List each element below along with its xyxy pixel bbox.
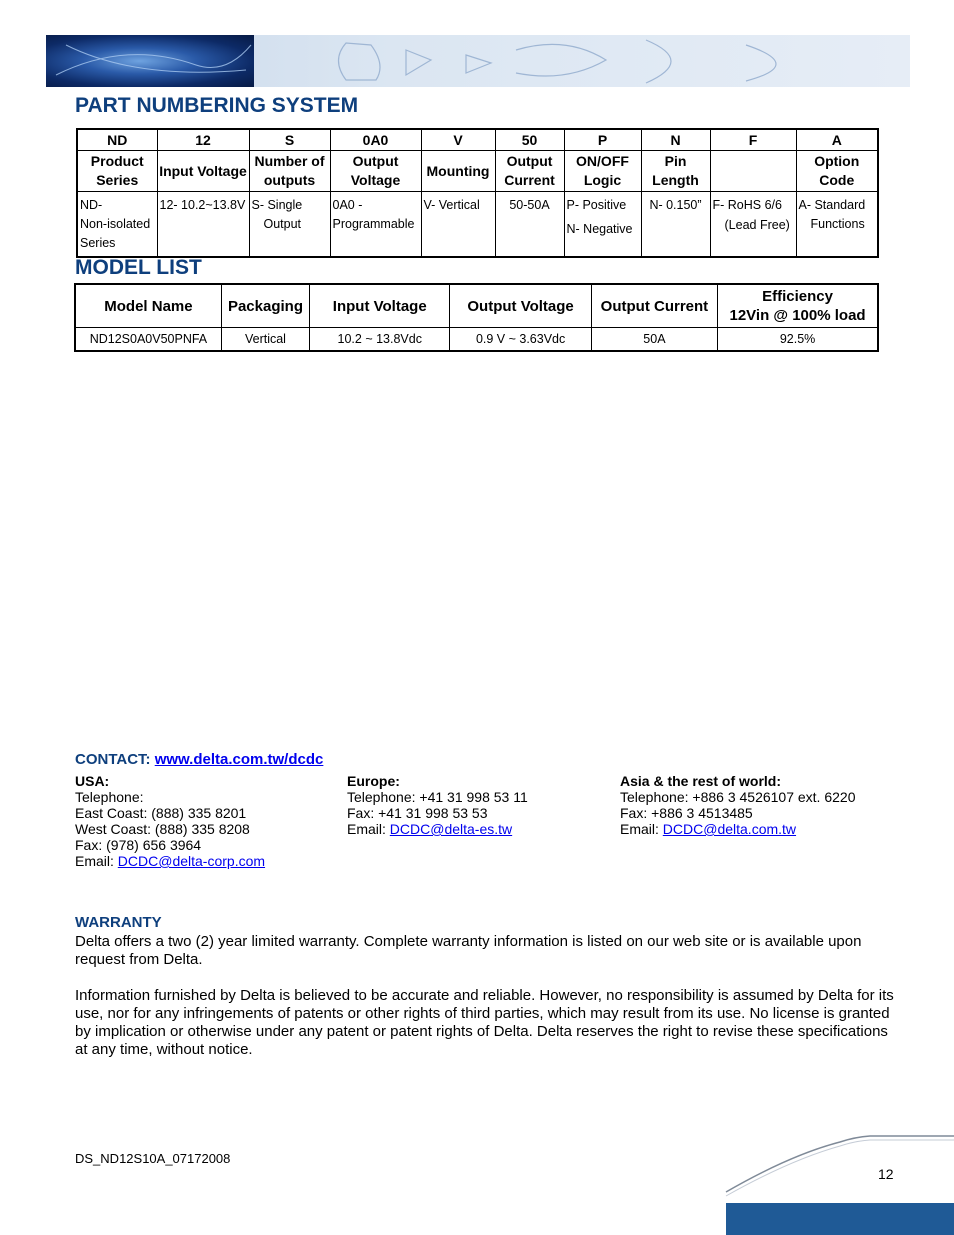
detail-cell: ND- Non-isolated Series bbox=[77, 192, 157, 258]
header-cell: Output Current bbox=[495, 151, 564, 192]
header-cell: Number of outputs bbox=[249, 151, 330, 192]
output-voltage-cell: 0.9 V ~ 3.63Vdc bbox=[450, 328, 591, 352]
contact-line: Fax: (978) 656 3964 bbox=[75, 837, 202, 853]
detail-cell: V- Vertical bbox=[421, 192, 495, 258]
table-row bbox=[75, 328, 878, 352]
contact-line: Telephone: +41 31 998 53 11 bbox=[347, 789, 528, 805]
contact-line: Fax: +41 31 998 53 53 bbox=[347, 805, 488, 821]
warranty-paragraph: Delta offers a two (2) year limited warranty. Complete warranty information is listed on our web site or is available upon request from Delta. bbox=[75, 933, 862, 968]
efficiency-cell: 92.5% bbox=[718, 328, 878, 352]
header-cell: ON/OFF Logic bbox=[564, 151, 641, 192]
banner-decoration bbox=[46, 35, 910, 87]
output-current-cell: 50A bbox=[591, 328, 717, 352]
code-cell: S bbox=[249, 129, 330, 151]
usa-title: USA: bbox=[75, 773, 110, 789]
detail-cell: 0A0 - Programmable bbox=[330, 192, 421, 258]
contact-line: Telephone: bbox=[75, 789, 144, 805]
contact-email-line: Email: DCDC@delta-corp.com bbox=[75, 853, 266, 869]
header-cell: Model Name bbox=[75, 284, 221, 328]
header-cell: Input Voltage bbox=[310, 284, 450, 328]
header-cell bbox=[710, 151, 796, 192]
header-cell: Mounting bbox=[421, 151, 495, 192]
header-cell: Option Code bbox=[796, 151, 878, 192]
detail-cell: N- 0.150” bbox=[641, 192, 710, 258]
contact-asia bbox=[620, 773, 855, 837]
code-row bbox=[77, 129, 878, 151]
header-row bbox=[77, 151, 878, 192]
contact-line: East Coast: (888) 335 8201 bbox=[75, 805, 247, 821]
input-voltage-cell: 10.2 ~ 13.8Vdc bbox=[310, 328, 450, 352]
header-cell: Output Voltage bbox=[450, 284, 591, 328]
contact-line: Fax: +886 3 4513485 bbox=[620, 805, 753, 821]
detail-cell: F- RoHS 6/6 (Lead Free) bbox=[710, 192, 796, 258]
model-header-row bbox=[75, 284, 878, 328]
disclaimer-paragraph: Information furnished by Delta is believed to be accurate and reliable. However, no responsibility is assumed by Delta for its use, nor for any infringements of patents or other rights of third parties, which may result from its use. No license is granted by implication or otherwise under any patent or patent rights of Delta. Delta reserves the right to revise these specifications at any time, without notice. bbox=[75, 987, 894, 1058]
code-cell: ND bbox=[77, 129, 157, 151]
detail-cell: 12- 10.2~13.8V bbox=[157, 192, 249, 258]
header-cell: Packaging bbox=[221, 284, 309, 328]
model-list-table bbox=[74, 283, 879, 352]
page-number: 12 bbox=[878, 1166, 894, 1182]
detail-cell: S- Single Output bbox=[249, 192, 330, 258]
usa-email-link[interactable]: DCDC@delta-corp.com bbox=[117, 853, 266, 869]
code-cell: A bbox=[796, 129, 878, 151]
footer-bar bbox=[726, 1203, 954, 1235]
asia-email-link[interactable]: DCDC@delta.com.tw bbox=[662, 821, 797, 837]
code-cell: 50 bbox=[495, 129, 564, 151]
header-banner bbox=[46, 35, 910, 87]
header-cell: Pin Length bbox=[641, 151, 710, 192]
header-cell: Input Voltage bbox=[157, 151, 249, 192]
code-cell: N bbox=[641, 129, 710, 151]
header-cell: Efficiency 12Vin @ 100% load bbox=[718, 284, 878, 328]
contact-email-line: Email: DCDC@delta-es.tw bbox=[347, 821, 513, 837]
europe-title: Europe: bbox=[347, 773, 400, 789]
detail-row bbox=[77, 192, 878, 258]
header-cell: Output Current bbox=[591, 284, 717, 328]
footer-swoosh bbox=[720, 1130, 954, 1210]
part-numbering-title: PART NUMBERING SYSTEM bbox=[75, 94, 359, 117]
document-id: DS_ND12S10A_07172008 bbox=[75, 1151, 231, 1166]
model-name-cell: ND12S0A0V50PNFA bbox=[75, 328, 221, 352]
code-cell: 0A0 bbox=[330, 129, 421, 151]
warranty-heading: WARRANTY bbox=[75, 914, 162, 931]
packaging-cell: Vertical bbox=[221, 328, 309, 352]
header-cell: Output Voltage bbox=[330, 151, 421, 192]
code-cell: F bbox=[710, 129, 796, 151]
contact-heading: CONTACT: www.delta.com.tw/dcdc bbox=[75, 751, 324, 768]
model-list-title: MODEL LIST bbox=[75, 256, 202, 279]
contact-europe bbox=[347, 773, 528, 837]
code-cell: V bbox=[421, 129, 495, 151]
europe-email-link[interactable]: DCDC@delta-es.tw bbox=[389, 821, 513, 837]
contact-usa bbox=[75, 773, 265, 869]
contact-url-link[interactable]: www.delta.com.tw/dcdc bbox=[154, 751, 324, 768]
detail-cell: P- Positive N- Negative bbox=[564, 192, 641, 258]
detail-cell: 50-50A bbox=[495, 192, 564, 258]
header-cell: Product Series bbox=[77, 151, 157, 192]
asia-title: Asia & the rest of world: bbox=[620, 773, 782, 789]
contact-line: West Coast: (888) 335 8208 bbox=[75, 821, 250, 837]
code-cell: 12 bbox=[157, 129, 249, 151]
contact-email-line: Email: DCDC@delta.com.tw bbox=[620, 821, 797, 837]
code-cell: P bbox=[564, 129, 641, 151]
part-numbering-table bbox=[76, 128, 879, 258]
contact-line: Telephone: +886 3 4526107 ext. 6220 bbox=[620, 789, 856, 805]
detail-cell: A- Standard Functions bbox=[796, 192, 878, 258]
